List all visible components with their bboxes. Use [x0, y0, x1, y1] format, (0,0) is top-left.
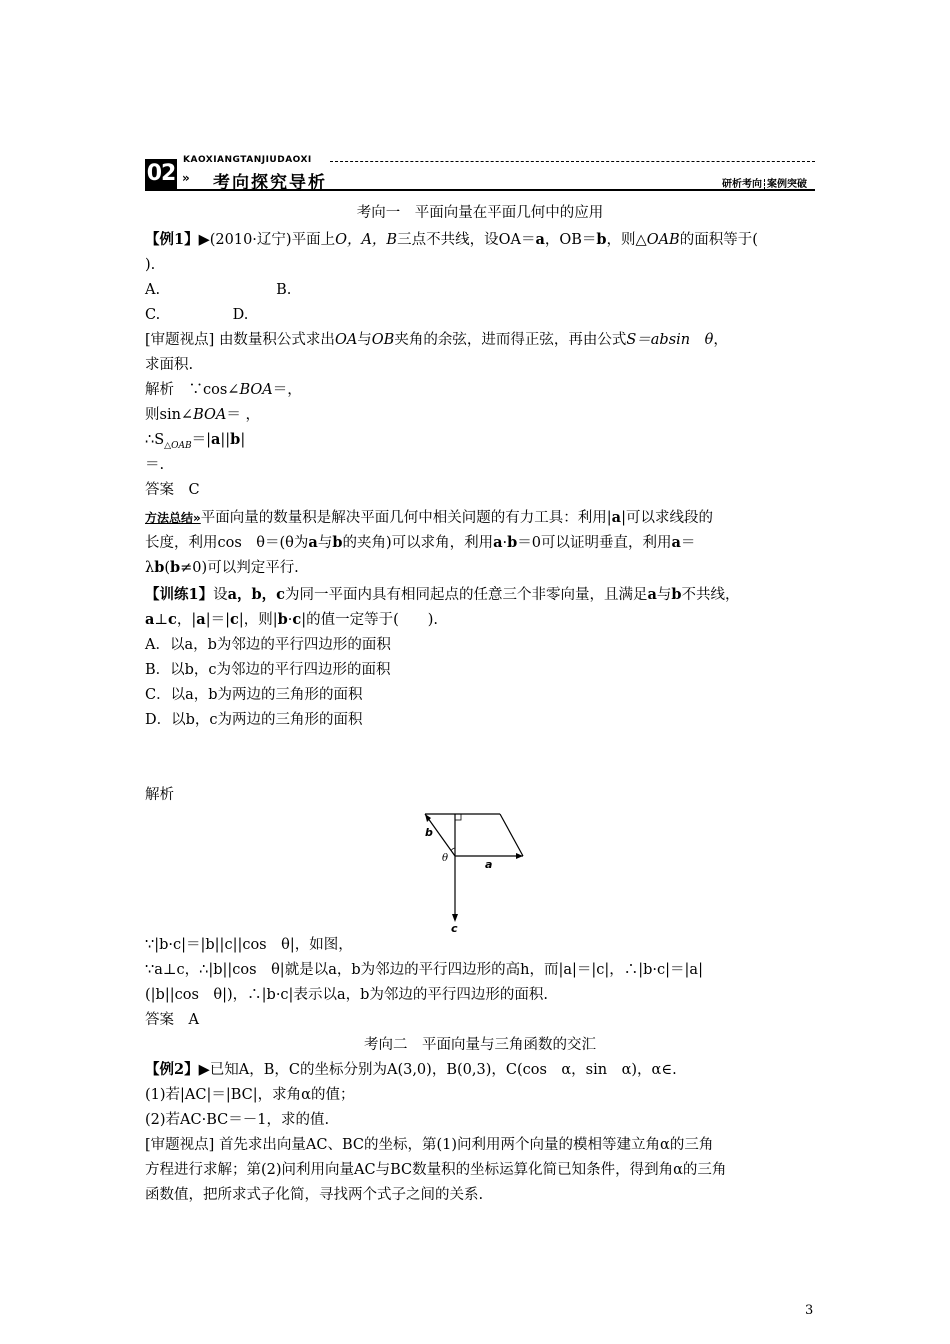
vector-a: a — [145, 611, 155, 628]
review-view2-line2: 方程进行求解；第(2)问利用向量AC与BC数量积的坐标运算化简已知条件，得到角α的三角 — [145, 1162, 727, 1178]
review-view-line2: 求面积. — [145, 357, 194, 373]
text: 则sin∠ — [145, 407, 194, 423]
text: |，则| — [238, 612, 278, 628]
ob: OB — [371, 332, 395, 348]
text: 不共线， — [681, 587, 740, 603]
text: 为同一平面内具有相同起点的任意三个非零向量，且满足 — [284, 587, 648, 603]
example1-tag: 【例1】 — [145, 231, 199, 248]
text: 与 — [357, 332, 372, 348]
text: ≠0)可以判定平行. — [180, 560, 299, 576]
vector-a: a — [671, 534, 681, 551]
right-edge — [500, 814, 523, 856]
example1-line1 — [145, 230, 758, 250]
example2-tag: 【例2】 — [145, 1061, 199, 1078]
label-theta: θ — [442, 853, 449, 864]
text: λ — [145, 560, 155, 576]
text: 与 — [656, 587, 672, 603]
answer-label: 答案 — [145, 482, 174, 498]
text: 首先求出向量AC、BC的坐标，第(1)问利用两个向量的模相等建立角α的三角 — [218, 1137, 714, 1153]
text: |的值一定等于( ). — [301, 612, 438, 628]
solution1-line2 — [145, 405, 260, 425]
example2-line1 — [145, 1060, 677, 1080]
label-b: b — [425, 826, 433, 839]
solution-label: 解析 — [145, 382, 174, 398]
section2-heading: 考向二 平面向量与三角函数的交汇 — [364, 1037, 596, 1053]
text: ∵cos∠ — [188, 382, 240, 398]
banner-separator — [764, 179, 765, 190]
example1-options-cd: C. D. — [145, 307, 249, 323]
vector-a: a — [196, 611, 206, 628]
method-summary-line1 — [145, 508, 713, 528]
view-label: [审题视点] — [145, 1137, 215, 1153]
arrow-icon: ▶ — [198, 1062, 210, 1078]
training1-option-d: D．以b，c为两边的三角形的面积 — [145, 712, 363, 728]
vector-b: b — [507, 534, 518, 551]
text: |可以求线段的 — [621, 510, 713, 526]
text: ( — [164, 560, 171, 576]
text: 由数量积公式求出 — [218, 332, 335, 348]
training1-option-b: B．以b，c为邻边的平行四边形的面积 — [145, 662, 391, 678]
vector-b: b — [277, 611, 288, 628]
angle-boa: BOA — [239, 382, 273, 398]
banner-dashed-line — [330, 161, 815, 162]
label-a: a — [485, 858, 493, 871]
text: 三点不共线，设OA＝ — [397, 232, 536, 248]
text: · — [502, 535, 508, 551]
answer-value: C — [188, 482, 200, 498]
training1-line2 — [145, 610, 438, 630]
example1-options-ab: A. B. — [145, 282, 292, 298]
text: 平面向量的数量积是解决平面几何中相关问题的有力工具：利用| — [200, 510, 612, 526]
example1-line2: ). — [145, 257, 156, 273]
text: ，OB＝ — [544, 232, 597, 248]
text: ，则△ — [606, 232, 647, 248]
vector-b: b — [230, 431, 241, 448]
training1-line1 — [145, 585, 740, 605]
answer-value: A — [188, 1012, 199, 1028]
text: ⊥ — [154, 612, 169, 628]
section-number: 02 — [145, 159, 177, 189]
solution2-label: 解析 — [145, 787, 174, 803]
text: ＝， — [272, 382, 302, 398]
page-number: 3 — [805, 1303, 814, 1318]
vector-b: b — [596, 231, 607, 248]
text: 已知A，B，C的坐标分别为A(3,0)，B(0,3)，C(cos α，sin α)，α∈. — [209, 1062, 677, 1078]
section1-heading: 考向一 平面向量在平面几何中的应用 — [356, 205, 604, 221]
solution1-line4: ＝. — [145, 457, 165, 473]
vector-a: a — [493, 534, 503, 551]
solution1-line1 — [145, 380, 302, 400]
text: (2010·辽宁)平面上 — [209, 232, 336, 248]
arrow-icon: ▶ — [198, 232, 210, 248]
vector-c: c — [292, 611, 302, 628]
vector-a: a — [308, 534, 318, 551]
text: 的夹角)可以求角，利用 — [342, 535, 494, 551]
subscript: △OAB — [164, 440, 192, 451]
triangle-oab: OAB — [646, 232, 680, 248]
review-view-line1 — [145, 330, 728, 350]
review-view2-line1 — [145, 1135, 713, 1155]
label-c: c — [451, 922, 458, 933]
text: ， — [713, 332, 728, 348]
method-summary-line2 — [145, 533, 695, 553]
solution2-line1: ∵|b·c|＝|b||c||cos θ|，如图， — [145, 937, 353, 953]
points: O，A，B — [335, 232, 398, 248]
text: 设 — [213, 587, 228, 603]
text: ＝| — [191, 432, 211, 448]
section-banner — [145, 155, 815, 191]
vectors-abc: a，b，c — [227, 586, 285, 603]
solution2-line3: (|b||cos θ|)，∴|b·c|表示以a，b为邻边的平行四边形的面积. — [145, 987, 548, 1003]
vector-a: a — [611, 509, 622, 526]
answer2 — [145, 1010, 199, 1030]
solution2-line2: ∵a⊥c，∴|b||cos θ|就是以a，b为邻边的平行四边形的高h，而|a|＝|c|，∴|b·c|＝|a| — [145, 962, 703, 978]
vector-c: c — [229, 611, 239, 628]
vector-b: b — [332, 534, 343, 551]
training1-option-c: C．以a，b为两边的三角形的面积 — [145, 687, 363, 703]
banner-subtitle-left: 研析考向 — [722, 179, 762, 190]
angle-boa: BOA — [193, 407, 227, 423]
vector-b: b — [154, 559, 165, 576]
banner-subtitle — [722, 175, 807, 190]
example2-question2: (2)若AC·BC＝－1，求的值. — [145, 1112, 330, 1128]
text: ＝0可以证明垂直，利用 — [517, 535, 672, 551]
oa: OA — [334, 332, 358, 348]
text: ，| — [176, 612, 197, 628]
right-angle-mark — [455, 814, 461, 820]
text: · — [287, 612, 293, 628]
view-label: [审题视点] — [145, 332, 215, 348]
text: 与 — [317, 535, 333, 551]
area-formula: S＝absin θ — [626, 332, 714, 348]
vector-a: a — [647, 586, 657, 603]
method-summary-tag: 方法总结» — [145, 511, 201, 525]
vector-c: c — [168, 611, 177, 628]
chevron-icon: » — [182, 171, 190, 185]
text: 夹角的余弦，进而得正弦，再由公式 — [394, 332, 627, 348]
text: 长度，利用cos θ＝(θ为 — [145, 535, 309, 551]
banner-pinyin: KAOXIANGTANJIUDAOXI — [183, 155, 312, 165]
text: | — [240, 432, 246, 448]
vector-c-arrowhead — [452, 914, 458, 922]
method-summary-line3 — [145, 558, 299, 578]
answer-label: 答案 — [145, 1012, 174, 1028]
vector-a: a — [535, 231, 545, 248]
parallelogram-figure — [415, 808, 530, 933]
text: 的面积等于( — [679, 232, 758, 248]
example2-question1: (1)若|AC|＝|BC|，求角α的值； — [145, 1087, 355, 1103]
banner-title: 考向探究导析 — [213, 173, 327, 193]
vector-b: b — [170, 559, 181, 576]
text: || — [220, 432, 231, 448]
training-tag: 【训练1】 — [145, 586, 214, 603]
banner-subtitle-right: 案例突破 — [767, 179, 807, 190]
review-view2-line3: 函数值，把所求式子化简，寻找两个式子之间的关系. — [145, 1187, 484, 1203]
theta-arc — [451, 848, 455, 851]
training1-option-a: A．以a，b为邻边的平行四边形的面积 — [145, 637, 391, 653]
text: |＝| — [205, 612, 230, 628]
vector-b: b — [671, 586, 682, 603]
text: ∴S — [145, 432, 165, 448]
banner-rule — [145, 189, 815, 191]
answer1 — [145, 480, 200, 500]
text: ＝ — [680, 535, 696, 551]
solution1-line3 — [145, 430, 245, 456]
vector-a: a — [210, 431, 221, 448]
text: ＝ ， — [226, 407, 260, 423]
